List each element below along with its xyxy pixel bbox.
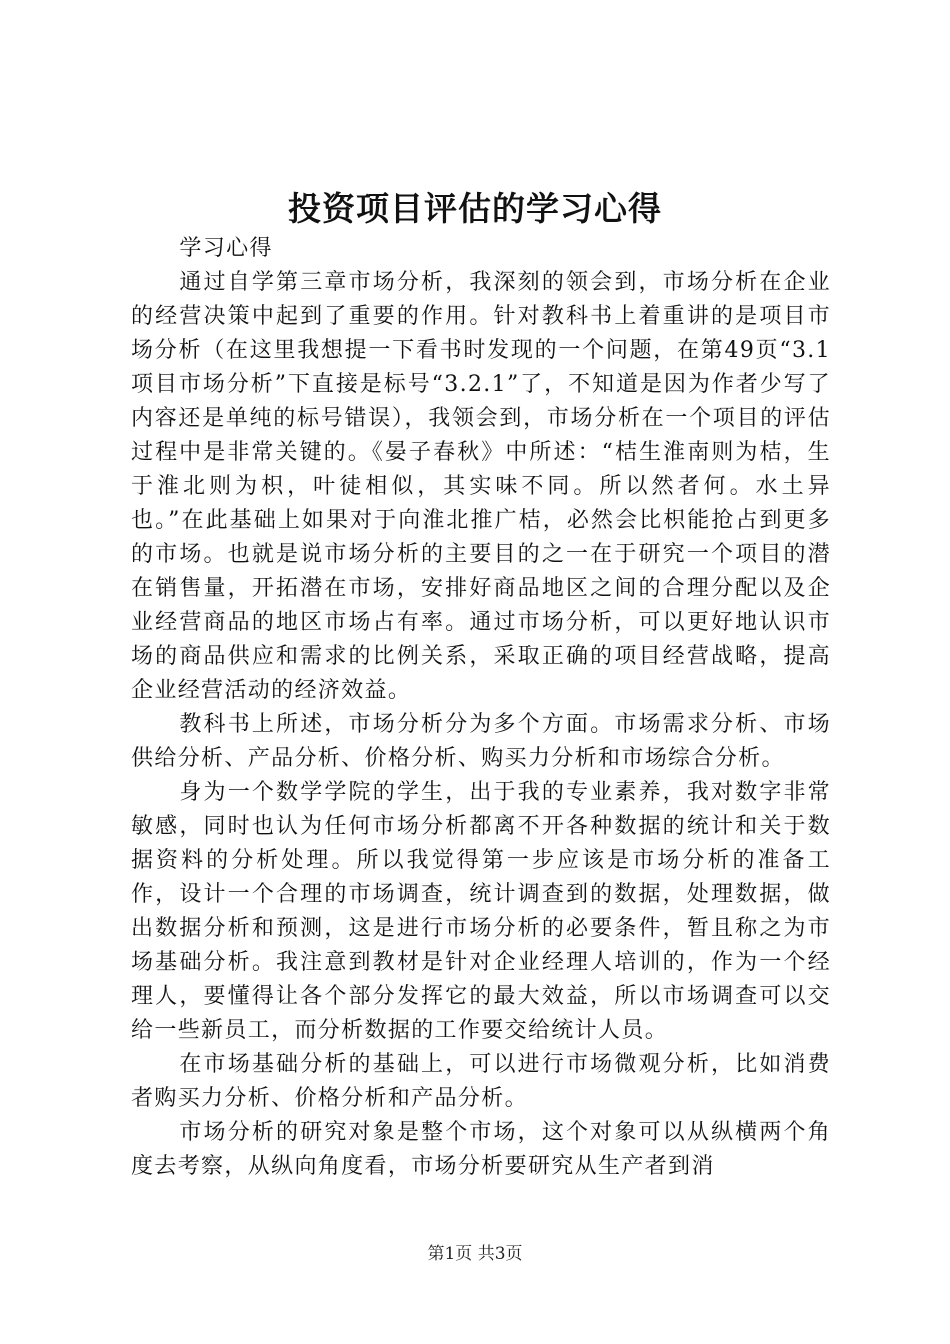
- document-body: [131, 232, 831, 1184]
- document-title: 投资项目评估的学习心得: [288, 189, 662, 228]
- paragraph-heading: 学习心得: [179, 236, 273, 261]
- paragraph: 教科书上所述，市场分析分为多个方面。市场需求分析、市场供给分析、产品分析、价格分析、购买力分析和市场综合分析。: [131, 712, 831, 771]
- paragraph: 在市场基础分析的基础上，可以进行市场微观分析，比如消费者购买力分析、价格分析和产品分析。: [131, 1052, 831, 1111]
- page-footer: 第1页 共3页: [427, 1244, 523, 1264]
- paragraph: 身为一个数学学院的学生，出于我的专业素养，我对数字非常敏感，同时也认为任何市场分析都离不开各种数据的统计和关于数据资料的分析处理。所以我觉得第一步应该是市场分析的准备工作，设计一个合理的市场调查，统计调查到的数据，处理数据，做出数据分析和预测，这是进行市场分析的必要条件，暂且称之为市场基础分析。我注意到教材是针对企业经理人培训的，作为一个经理人，要懂得让各个部分发挥它的最大效益，所以市场调查可以交给一些新员工，而分析数据的工作要交给统计人员。: [131, 780, 831, 1043]
- paragraph: 通过自学第三章市场分析，我深刻的领会到，市场分析在企业的经营决策中起到了重要的作用。针对教科书上着重讲的是项目市场分析（在这里我想提一下看书时发现的一个问题，在第49页“3.1项目市场分析”下直接是标号“3.2.1”了，不知道是因为作者少写了内容还是单纯的标号错误），我领会到，市场分析在一个项目的评估过程中是非常关键的。《晏子春秋》中所述：“桔生淮南则为桔，生于淮北则为枳，叶徒相似，其实味不同。所以然者何。水土异也。”在此基础上如果对于向淮北推广桔，必然会比枳能抢占到更多的市场。也就是说市场分析的主要目的之一在于研究一个项目的潜在销售量，开拓潜在市场，安排好商品地区之间的合理分配以及企业经营商品的地区市场占有率。通过市场分析，可以更好地认识市场的商品供应和需求的比例关系，采取正确的项目经营战略，提高企业经营活动的经济效益。: [131, 270, 831, 703]
- paragraph: 市场分析的研究对象是整个市场，这个对象可以从纵横两个角度去考察，从纵向角度看，市场分析要研究从生产者到消: [131, 1120, 831, 1179]
